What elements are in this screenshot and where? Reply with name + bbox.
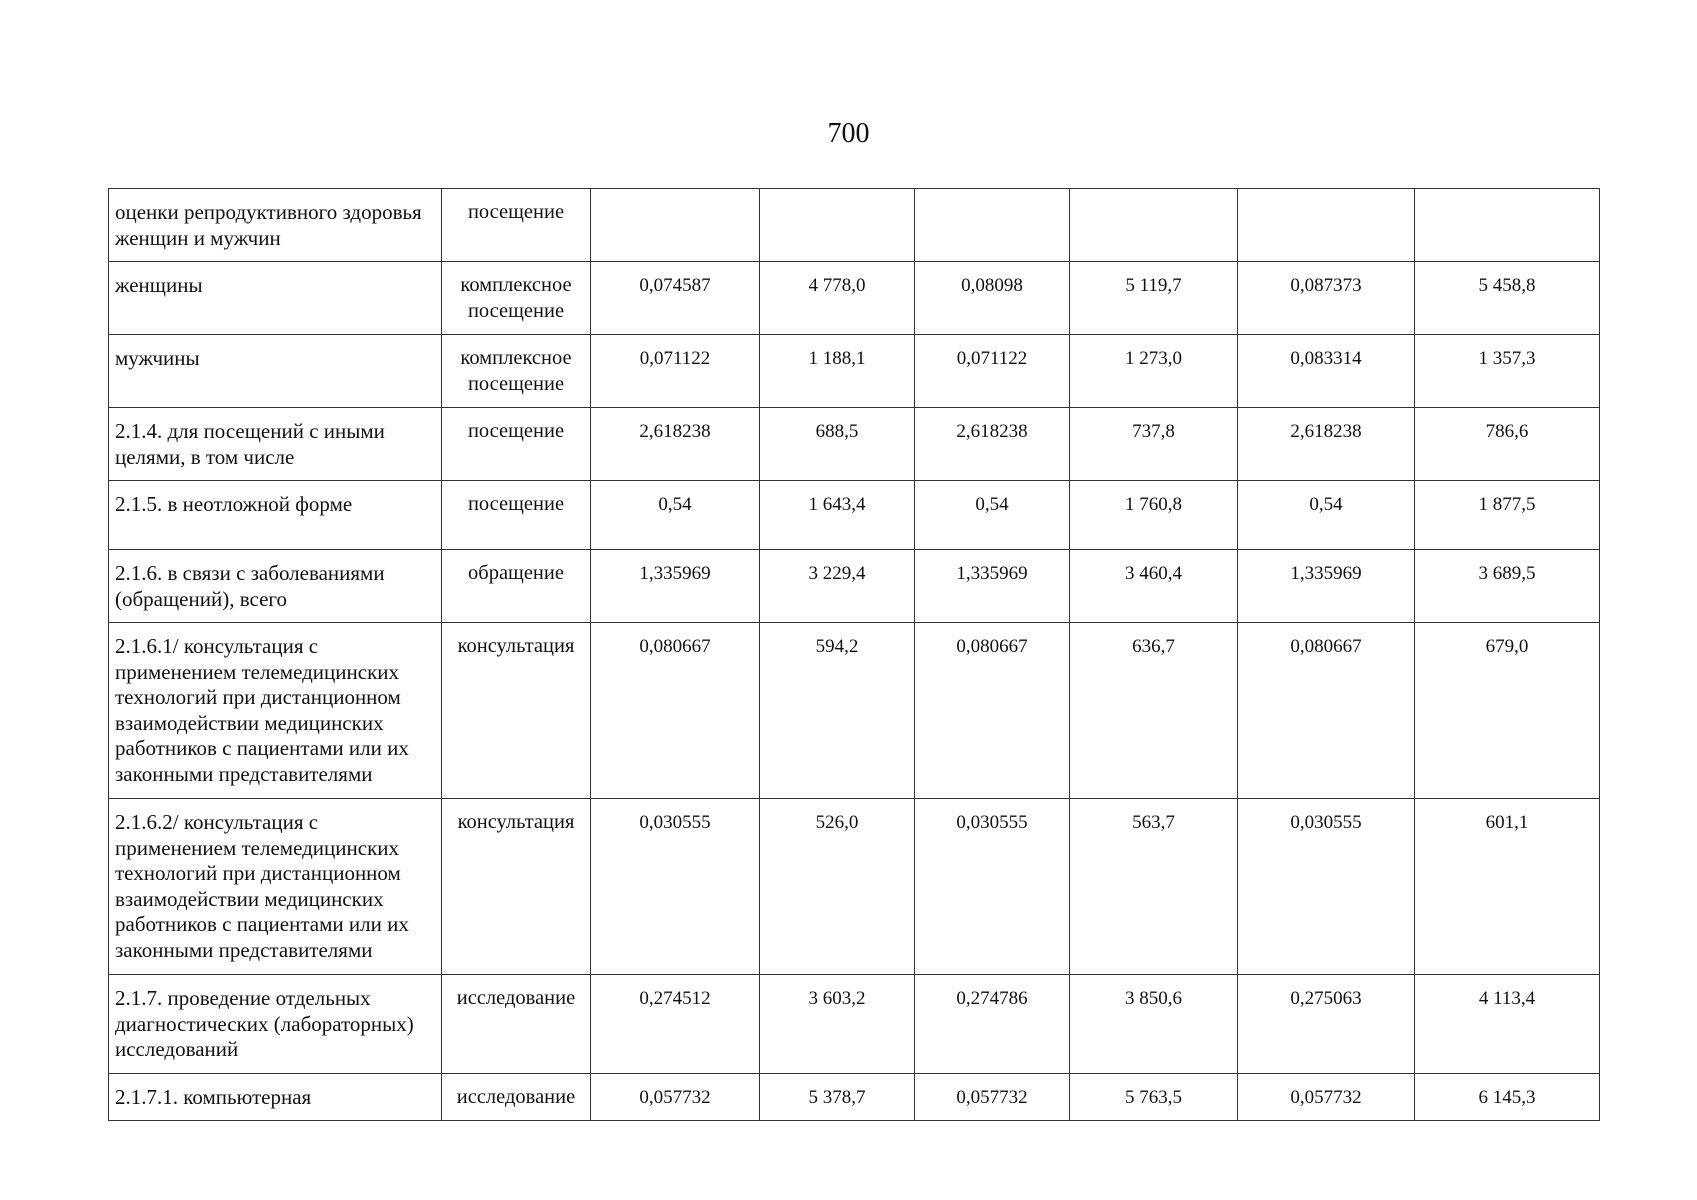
row-name: 2.1.7.1. компьютерная bbox=[109, 1074, 442, 1121]
row-unit: посещение bbox=[442, 481, 591, 550]
row-name: женщины bbox=[109, 262, 442, 335]
row-value: 679,0 bbox=[1415, 623, 1600, 799]
row-value bbox=[760, 189, 915, 262]
row-name: 2.1.7. проведение отдельных диагностических (лабораторных) исследований bbox=[109, 975, 442, 1074]
data-table bbox=[108, 188, 1600, 1121]
row-name: оценки репродуктивного здоровья женщин и мужчин bbox=[109, 189, 442, 262]
row-unit: посещение bbox=[442, 189, 591, 262]
table-row bbox=[109, 550, 1600, 623]
row-value: 594,2 bbox=[760, 623, 915, 799]
row-value: 4 778,0 bbox=[760, 262, 915, 335]
row-value: 3 603,2 bbox=[760, 975, 915, 1074]
table-row bbox=[109, 1074, 1600, 1121]
row-unit: исследование bbox=[442, 975, 591, 1074]
row-value: 0,275063 bbox=[1238, 975, 1415, 1074]
page-number: 700 bbox=[827, 118, 870, 149]
row-value: 0,54 bbox=[1238, 481, 1415, 550]
row-value: 0,080667 bbox=[591, 623, 760, 799]
row-value: 3 689,5 bbox=[1415, 550, 1600, 623]
row-name: 2.1.4. для посещений с иными целями, в том числе bbox=[109, 408, 442, 481]
row-value: 563,7 bbox=[1070, 799, 1238, 975]
row-value: 2,618238 bbox=[591, 408, 760, 481]
row-name: мужчины bbox=[109, 335, 442, 408]
row-value: 5 763,5 bbox=[1070, 1074, 1238, 1121]
row-unit: исследование bbox=[442, 1074, 591, 1121]
row-value: 0,274512 bbox=[591, 975, 760, 1074]
table-row bbox=[109, 408, 1600, 481]
row-value: 0,057732 bbox=[915, 1074, 1070, 1121]
table-row bbox=[109, 335, 1600, 408]
row-value bbox=[1238, 189, 1415, 262]
row-name: 2.1.6. в связи с заболеваниями (обращений), всего bbox=[109, 550, 442, 623]
row-value: 1 877,5 bbox=[1415, 481, 1600, 550]
row-value: 0,08098 bbox=[915, 262, 1070, 335]
row-value: 3 460,4 bbox=[1070, 550, 1238, 623]
row-value: 688,5 bbox=[760, 408, 915, 481]
row-value: 3 229,4 bbox=[760, 550, 915, 623]
row-value: 5 119,7 bbox=[1070, 262, 1238, 335]
row-value: 5 378,7 bbox=[760, 1074, 915, 1121]
row-value: 0,071122 bbox=[915, 335, 1070, 408]
row-value: 0,54 bbox=[591, 481, 760, 550]
row-value: 0,057732 bbox=[1238, 1074, 1415, 1121]
row-value: 1 760,8 bbox=[1070, 481, 1238, 550]
row-value: 636,7 bbox=[1070, 623, 1238, 799]
row-value: 0,087373 bbox=[1238, 262, 1415, 335]
row-value bbox=[1415, 189, 1600, 262]
row-value: 1 643,4 bbox=[760, 481, 915, 550]
row-unit: обращение bbox=[442, 550, 591, 623]
row-value: 1,335969 bbox=[1238, 550, 1415, 623]
row-unit: комплексное посещение bbox=[442, 335, 591, 408]
row-unit: консультация bbox=[442, 623, 591, 799]
row-value: 0,080667 bbox=[915, 623, 1070, 799]
row-value: 2,618238 bbox=[1238, 408, 1415, 481]
row-value: 737,8 bbox=[1070, 408, 1238, 481]
row-value: 601,1 bbox=[1415, 799, 1600, 975]
row-value: 3 850,6 bbox=[1070, 975, 1238, 1074]
row-value: 1,335969 bbox=[915, 550, 1070, 623]
row-value: 0,080667 bbox=[1238, 623, 1415, 799]
row-value: 0,54 bbox=[915, 481, 1070, 550]
row-value: 786,6 bbox=[1415, 408, 1600, 481]
row-unit: посещение bbox=[442, 408, 591, 481]
row-value: 0,030555 bbox=[915, 799, 1070, 975]
row-value: 6 145,3 bbox=[1415, 1074, 1600, 1121]
row-value: 0,074587 bbox=[591, 262, 760, 335]
table-row bbox=[109, 799, 1600, 975]
row-value: 0,030555 bbox=[591, 799, 760, 975]
row-value: 0,071122 bbox=[591, 335, 760, 408]
row-value: 0,083314 bbox=[1238, 335, 1415, 408]
row-value: 0,030555 bbox=[1238, 799, 1415, 975]
row-name: 2.1.6.2/ консультация с применением телемедицинских технологий при дистанционном взаимодействии медицинских работников с пациентами или их законными представителями bbox=[109, 799, 442, 975]
row-unit: комплексное посещение bbox=[442, 262, 591, 335]
row-value bbox=[591, 189, 760, 262]
table-row bbox=[109, 481, 1600, 550]
row-value: 2,618238 bbox=[915, 408, 1070, 481]
table-row bbox=[109, 975, 1600, 1074]
row-value: 1,335969 bbox=[591, 550, 760, 623]
row-value: 1 273,0 bbox=[1070, 335, 1238, 408]
table-row bbox=[109, 189, 1600, 262]
row-value bbox=[915, 189, 1070, 262]
row-value: 4 113,4 bbox=[1415, 975, 1600, 1074]
row-name: 2.1.6.1/ консультация с применением телемедицинских технологий при дистанционном взаимодействии медицинских работников с пациентами или их законными представителями bbox=[109, 623, 442, 799]
row-value: 526,0 bbox=[760, 799, 915, 975]
row-name: 2.1.5. в неотложной форме bbox=[109, 481, 442, 550]
row-value: 1 188,1 bbox=[760, 335, 915, 408]
row-value: 0,274786 bbox=[915, 975, 1070, 1074]
table-row bbox=[109, 262, 1600, 335]
row-value: 1 357,3 bbox=[1415, 335, 1600, 408]
row-unit: консультация bbox=[442, 799, 591, 975]
table-row bbox=[109, 623, 1600, 799]
row-value bbox=[1070, 189, 1238, 262]
row-value: 0,057732 bbox=[591, 1074, 760, 1121]
row-value: 5 458,8 bbox=[1415, 262, 1600, 335]
